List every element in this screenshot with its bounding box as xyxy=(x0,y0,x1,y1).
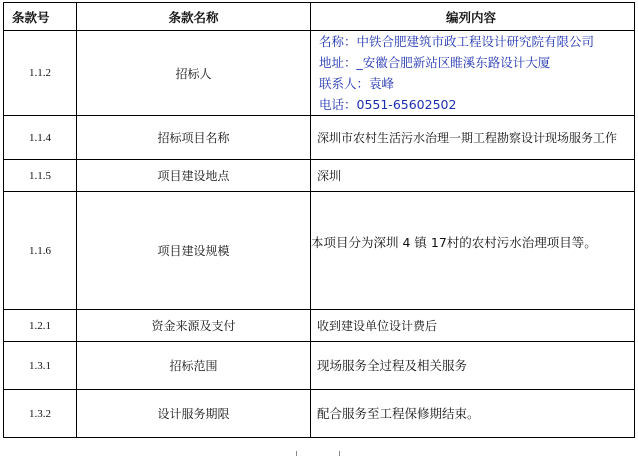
table-row xyxy=(4,390,635,438)
header-clause-name: 条款名称 xyxy=(77,3,311,31)
header-clause-number: 条款号 xyxy=(4,3,77,31)
table-header-row xyxy=(4,3,635,31)
clause-table xyxy=(3,2,635,438)
clause-number: 1.2.1 xyxy=(4,310,77,342)
clause-number: 1.3.1 xyxy=(4,342,77,390)
clause-name: 招标人 xyxy=(77,31,311,116)
table-row xyxy=(4,342,635,390)
page-edge-tick xyxy=(296,451,297,456)
clause-name: 资金来源及支付 xyxy=(77,310,311,342)
header-content: 编列内容 xyxy=(311,3,635,31)
page-edge-tick xyxy=(339,451,340,456)
tenderer-contact: 联系人：袁峰 xyxy=(319,76,395,91)
tenderer-address: 地址：_安徽合肥新站区睢溪东路设计大厦 xyxy=(319,55,551,70)
clause-content: 收到建设单位设计费后 xyxy=(311,310,635,342)
table-row xyxy=(4,160,635,192)
clause-number: 1.1.6 xyxy=(4,192,77,310)
clause-number: 1.1.2 xyxy=(4,31,77,116)
clause-number: 1.1.5 xyxy=(4,160,77,192)
table-row xyxy=(4,310,635,342)
tenderer-info xyxy=(311,31,635,116)
clause-name: 招标范围 xyxy=(77,342,311,390)
table-row xyxy=(4,192,635,310)
clause-number: 1.3.2 xyxy=(4,390,77,438)
tenderer-phone: 电话：0551-65602502 xyxy=(319,97,457,112)
clause-name: 项目建设规模 xyxy=(77,192,311,310)
clause-name: 设计服务期限 xyxy=(77,390,311,438)
clause-content: 配合服务至工程保修期结束。 xyxy=(311,390,635,438)
clause-content: 深圳 xyxy=(311,160,635,192)
tenderer-name: 名称：中铁合肥建筑市政工程设计研究院有限公司 xyxy=(319,34,595,49)
clause-content: 深圳市农村生活污水治理一期工程勘察设计现场服务工作 xyxy=(311,116,635,160)
clause-name: 招标项目名称 xyxy=(77,116,311,160)
clause-content: 现场服务全过程及相关服务 xyxy=(311,342,635,390)
table-row xyxy=(4,31,635,116)
table-row xyxy=(4,116,635,160)
clause-number: 1.1.4 xyxy=(4,116,77,160)
clause-content: 本项目分为深圳 4 镇 17村的农村污水治理项目等。 xyxy=(311,192,635,310)
clause-name: 项目建设地点 xyxy=(77,160,311,192)
